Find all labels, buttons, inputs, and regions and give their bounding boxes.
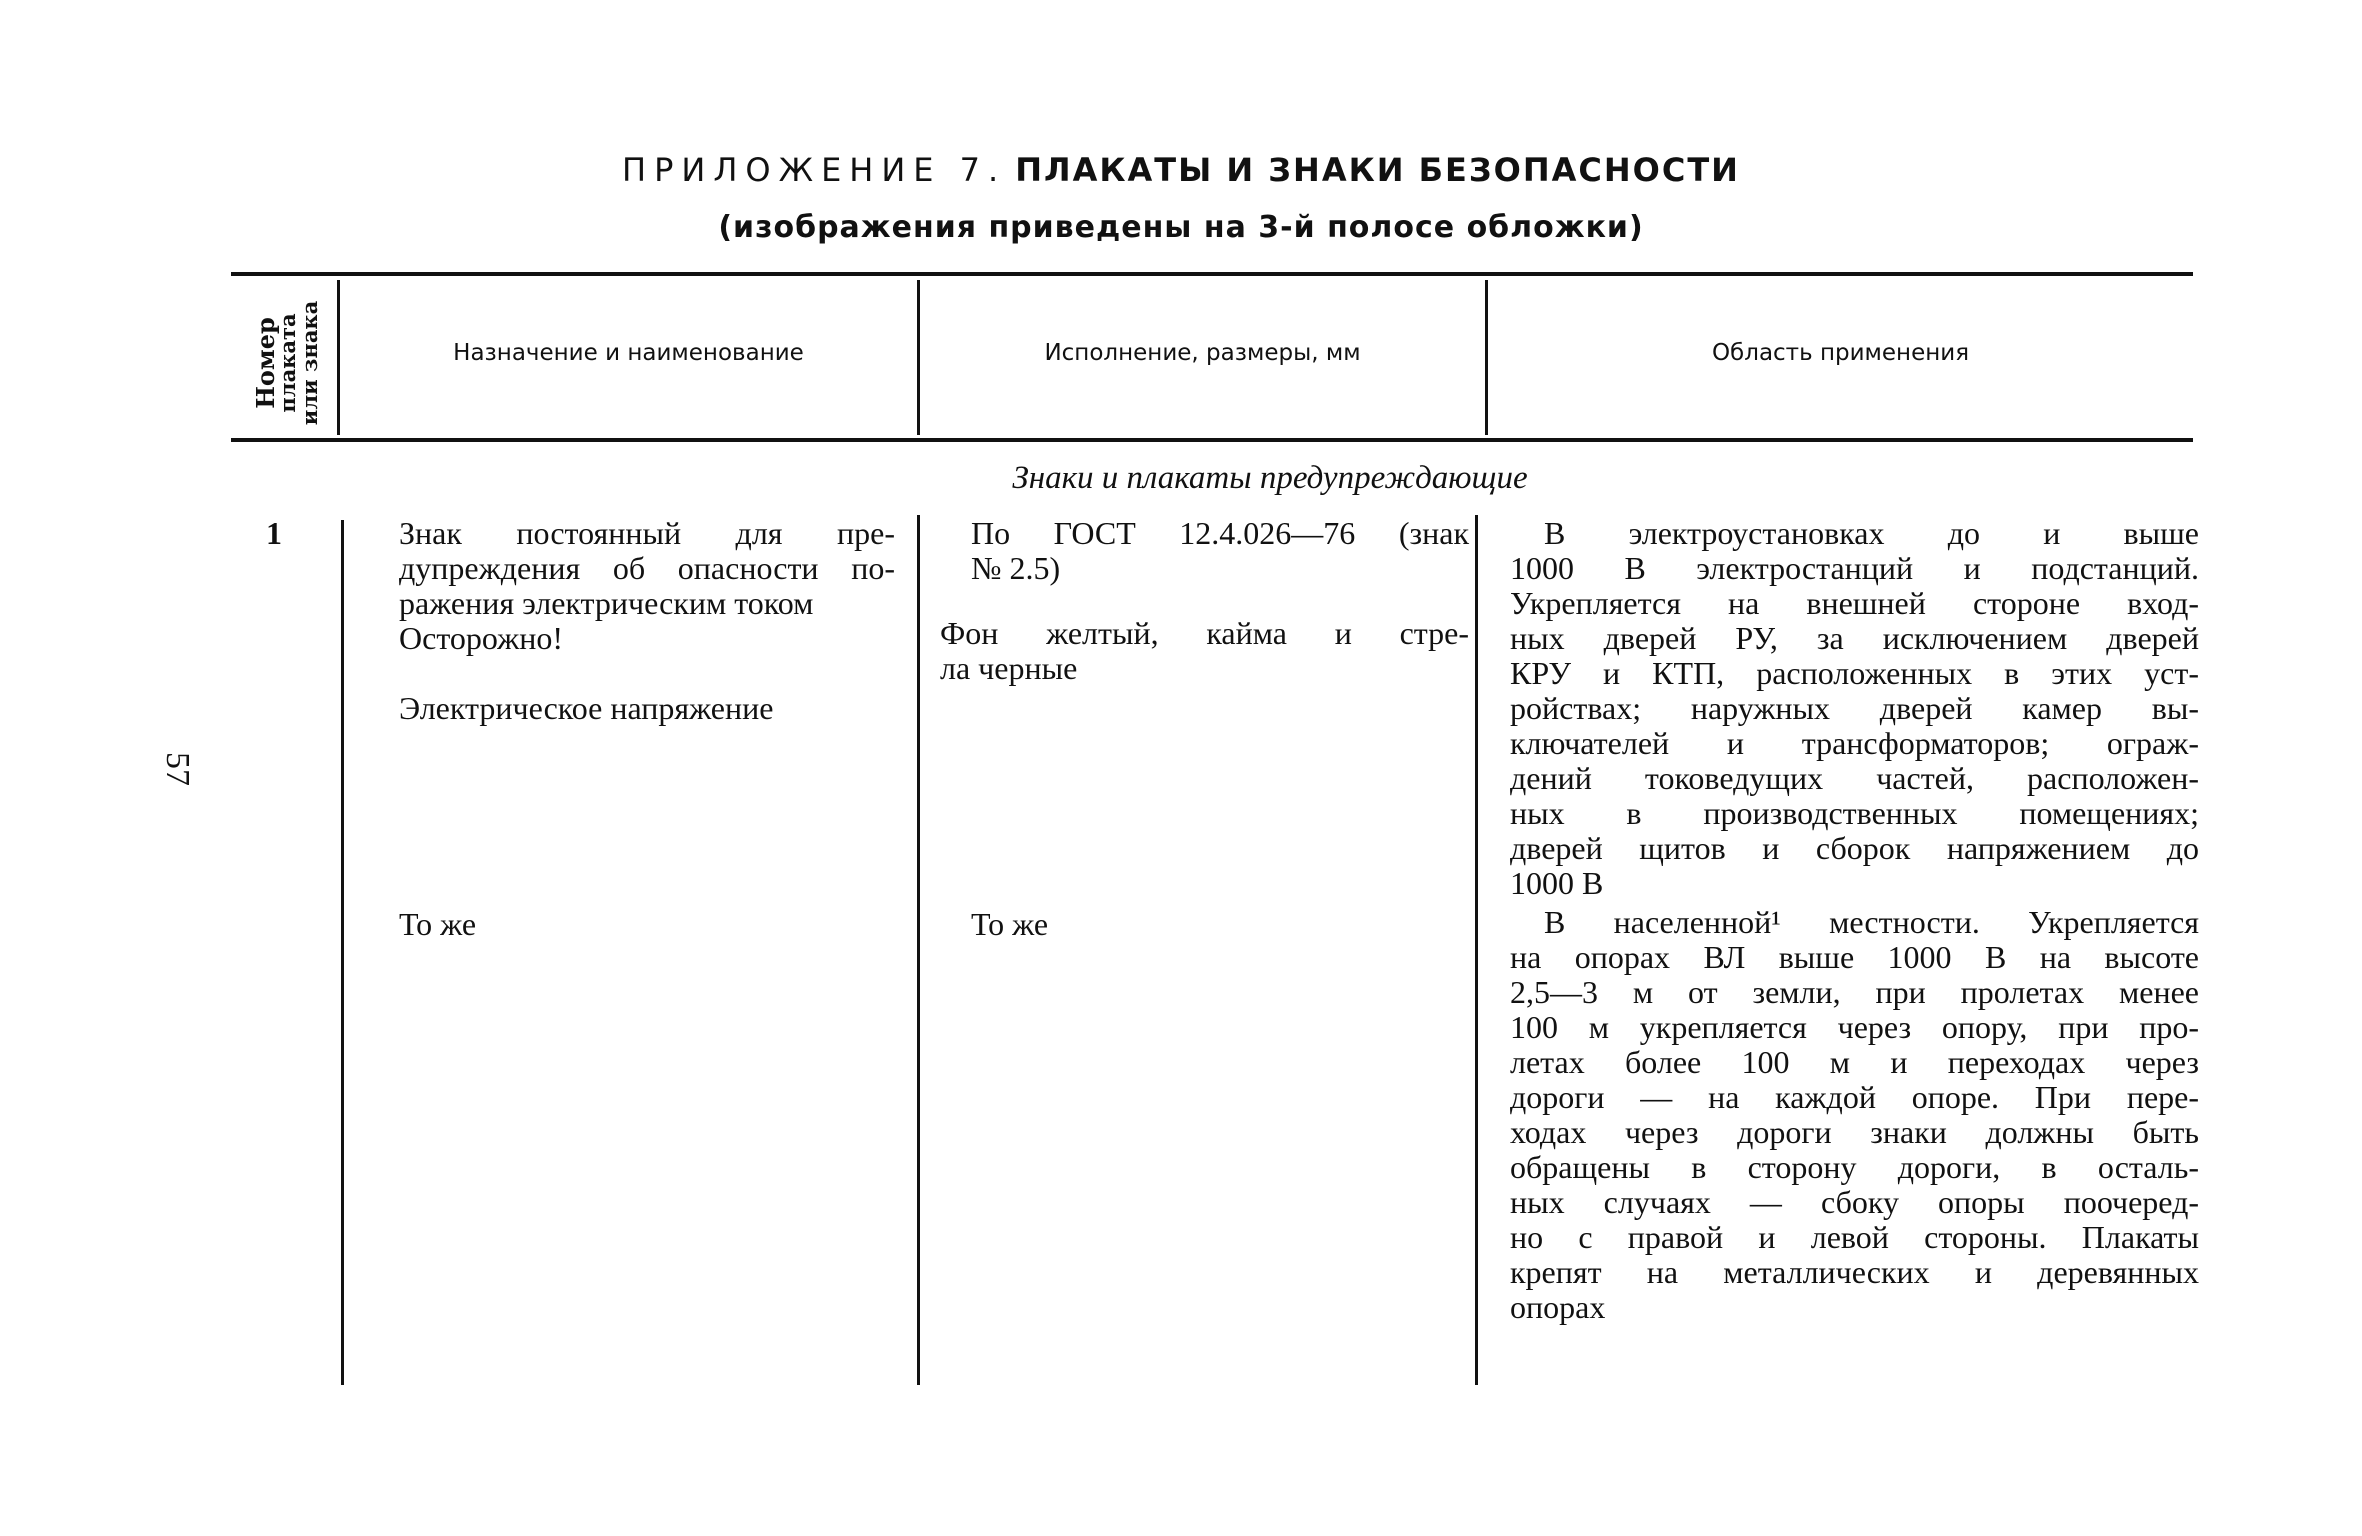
text-line: ходах через дороги знаки должны быть — [1510, 1114, 2199, 1150]
scope-cell — [1510, 516, 2199, 1325]
text-line: ройствах; наружных дверей камер вы- — [1510, 690, 2199, 726]
text-line: ла черные — [940, 650, 1078, 686]
text-line: № 2.5) — [971, 550, 1061, 586]
text-line: Фон желтый, кайма и стре- — [940, 615, 1469, 651]
column-header-spec: Исполнение, размеры, мм — [1044, 340, 1361, 366]
text-line: дупреждения об опасности по- — [399, 550, 895, 586]
text-line: но с правой и левой стороны. Плакаты — [1510, 1219, 2199, 1255]
header-line: плаката — [275, 312, 300, 413]
header-line: Номер — [251, 316, 280, 409]
name-warning: Осторожно! — [399, 620, 563, 656]
appendix-label: ПРИЛОЖЕНИЕ 7. — [622, 151, 1007, 189]
name-same: То же — [399, 906, 477, 942]
text-line: По ГОСТ 12.4.026—76 (знак — [971, 515, 1469, 551]
text-line: крепят на металлических и деревянных — [1510, 1254, 2199, 1290]
table-header-rule — [231, 438, 2193, 442]
column-header-number — [238, 290, 338, 435]
text-line: дений токоведущих частей, расположен- — [1510, 760, 2199, 796]
text-line: 1000 В электростанций и подстанций. — [1510, 550, 2199, 586]
column-divider — [917, 515, 920, 1385]
scope-substations — [1510, 516, 2199, 901]
scope-populated-area — [1510, 905, 2199, 1325]
text-line: 100 м укрепляется через опору, при про- — [1510, 1009, 2199, 1045]
column-divider — [1475, 515, 1478, 1385]
text-line: ных дверей РУ, за исключением дверей — [1510, 620, 2199, 656]
spec-standard — [940, 516, 1469, 586]
page-number: 57 — [159, 752, 196, 786]
name-cell — [399, 516, 895, 726]
text-line: дверей щитов и сборок напряжением до — [1510, 830, 2199, 866]
text-line: летах более 100 м и переходах через — [1510, 1044, 2199, 1080]
column-header-scope: Область применения — [1711, 340, 1970, 366]
text-line: Знак постоянный для пре- — [399, 515, 895, 551]
text-line: ключателей и трансформаторов; ограж- — [1510, 725, 2199, 761]
text-line: на опорах ВЛ выше 1000 В на высоте — [1510, 939, 2199, 975]
spec-cell — [940, 516, 1469, 686]
text-line: 1000 В — [1510, 865, 1604, 901]
column-header-name: Назначение и наименование — [453, 340, 804, 366]
text-line: В населенной¹ местности. Укрепляется — [1544, 904, 2199, 940]
name-description — [399, 516, 895, 621]
text-line: обращены в сторону дороги, в осталь- — [1510, 1149, 2199, 1185]
spec-colors — [940, 616, 1469, 686]
table-top-rule — [231, 272, 2193, 276]
text-line: КРУ и КТП, расположенных в этих уст- — [1510, 655, 2199, 691]
text-line: 2,5—3 м от земли, при пролетах менее — [1510, 974, 2199, 1010]
text-line: В электроустановках до и выше — [1544, 515, 2199, 551]
text-line: опорах — [1510, 1289, 1606, 1325]
text-line: ных в производственных помещениях; — [1510, 795, 2199, 831]
name-sign-title: Электрическое напряжение — [399, 690, 774, 726]
column-divider — [341, 520, 344, 1385]
page-title — [0, 148, 2362, 190]
spec-same: То же — [971, 906, 1049, 942]
text-line: дороги — на каждой опоре. При пере- — [1510, 1079, 2199, 1115]
row-number: 1 — [266, 515, 282, 551]
header-line: или знака — [297, 300, 322, 425]
text-line: ных случаях — сбоку опоры поочеред- — [1510, 1184, 2199, 1220]
section-title: Знаки и плакаты предупреждающие — [1012, 460, 1528, 496]
text-line: Укрепляется на внешней стороне вход- — [1510, 585, 2199, 621]
page-subtitle: (изображения приведены на 3-й полосе обложки) — [718, 210, 1644, 245]
text-line: ражения электрическим током — [399, 585, 814, 621]
appendix-title: ПЛАКАТЫ И ЗНАКИ БЕЗОПАСНОСТИ — [1015, 151, 1740, 189]
